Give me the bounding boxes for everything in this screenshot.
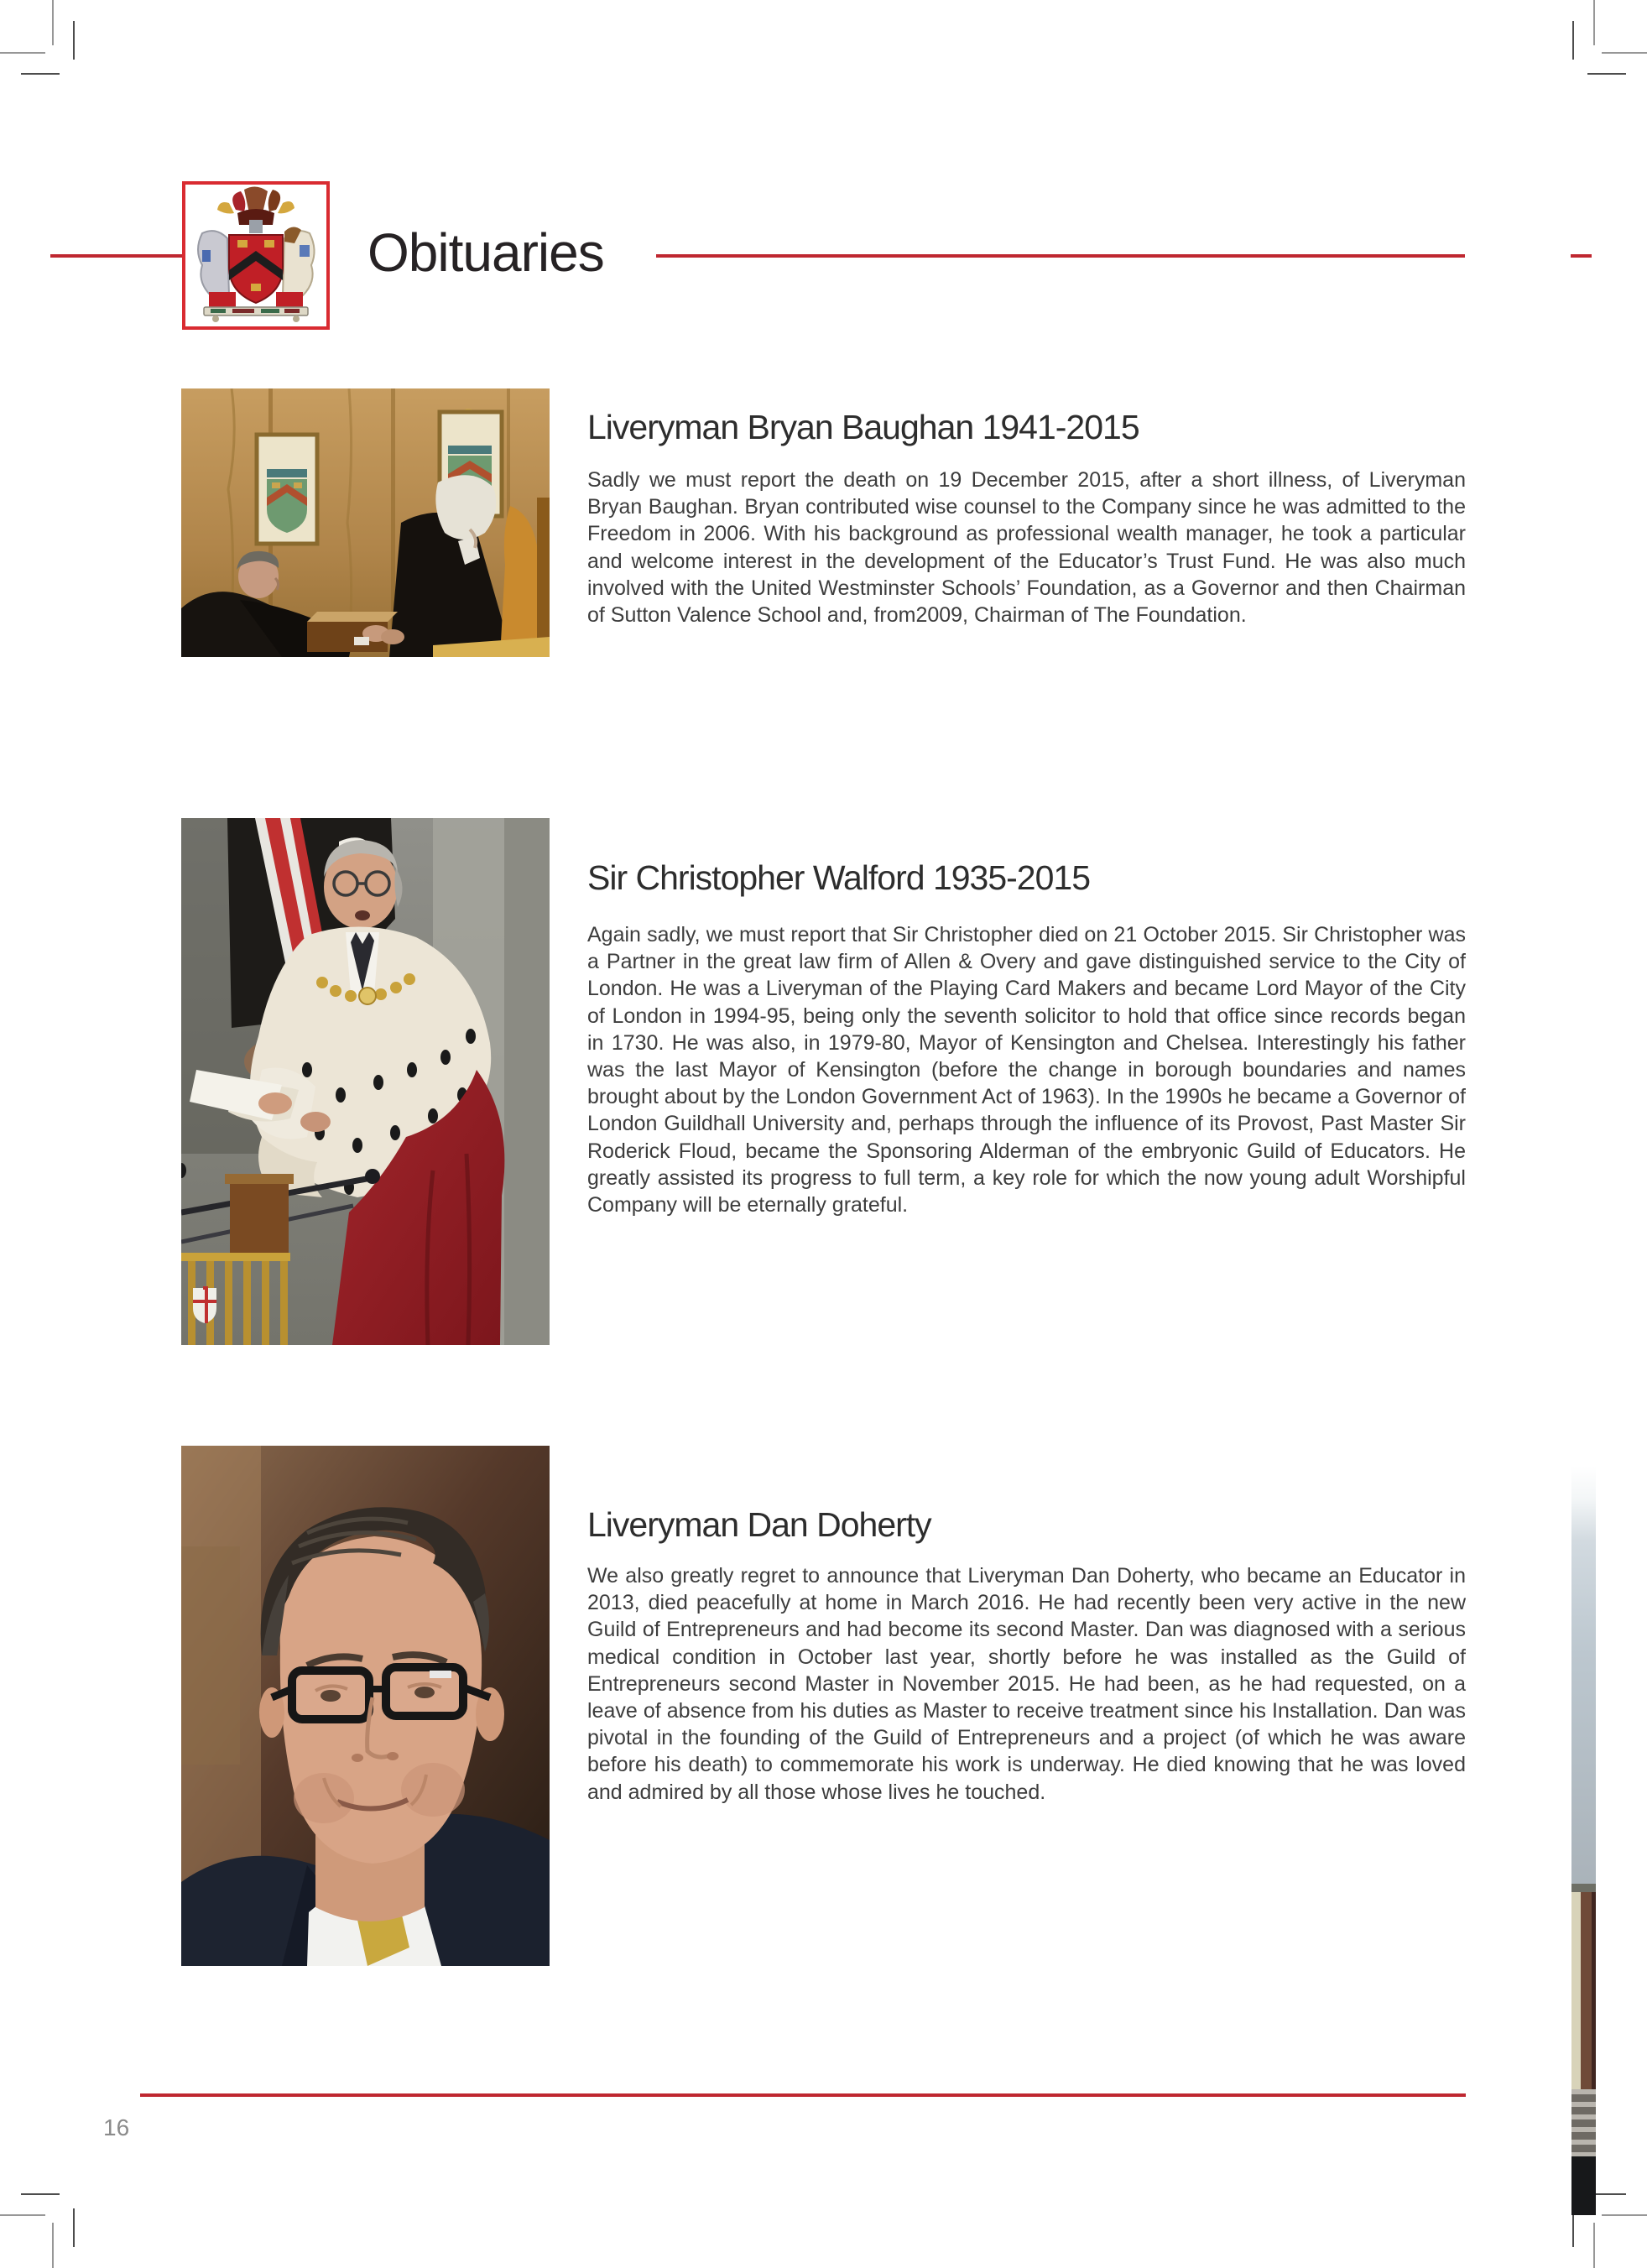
page-number: 16 [103, 2114, 130, 2140]
obituary-body: Again sadly, we must report that Sir Christopher died on 21 October 2015. Sir Christopher was a Partner in the great law firm of Allen & Overy and gave distinguished service to the City of London. He was a Liveryman of the Playing Card Makers and became Lord Mayor of the City of London in 1994-95, being only the seventh solicitor to hold that office since records began in 1730. He was also, in 1979-80, Mayor of Kensington and Chelsea. Interestingly his father was the last Mayor of Kensington (before the change in borough boundaries and names brought about by the London Government Act of 1963). In the 1990s he became a Governor of London Guildhall University and, perhaps through the influence of its Provost, Past Master Sir Roderick Floud, became the Sponsoring Alderman of the embryonic Guild of Educators. He greatly assisted its progress to full term, a key role for which the now young adult Worshipful Company will be eternally grateful. [587, 923, 1466, 1217]
obituary-body: We also greatly regret to announce that Liveryman Dan Doherty, who became an Educator in 2013, died peacefully at home in March 2016. He had recently been very active in the new Guild of Entrepreneurs and had become its second Master. Dan was diagnosed with a serious medical condition in October last year, shortly before he was installed as the Guild of Entrepreneurs second Master in November 2015. He had been, as he had requested, on a leave of absence from his duties as Master to receive treatment since his Installation. Dan was pivotal in the founding of the Guild of Entrepreneurs and a project (of which he was aware before his death) to commemorate his work is underway. He died knowing that he was loved and admired by all those whose lives he touched. [587, 1564, 1466, 1804]
header-rule-left [50, 254, 182, 258]
company-crest-icon [185, 185, 326, 326]
obituary-body: Sadly we must report the death on 19 December 2015, after a short illness, of Liveryman Bryan Baughan. Bryan contributed wise counsel to the Company since he was admitted to the Freedom in 2006. With his background as professional wealth manager, he took a particular and welcome interest in the development of the Educator’s Trust Fund. He was also much involved with the United Westminster Schools’ Foundation, as a Governor and then Chairman of Sutton Valence School and, from2009, Chairman of The Foundation. [587, 468, 1466, 628]
edge-strip-road [1571, 2156, 1596, 2215]
obituary-photo-lord-mayor [181, 818, 550, 1345]
edge-strip-buildings [1571, 1892, 1596, 2089]
edge-strip-crosswalk [1571, 2089, 1596, 2156]
header-rule-right [656, 254, 1465, 258]
obituary-heading: Liveryman Dan Doherty [587, 1505, 931, 1544]
page-title: Obituaries [367, 222, 604, 283]
footer-rule [140, 2093, 1466, 2097]
edge-strip-sky [1571, 1466, 1596, 1884]
obituary-heading: Liveryman Bryan Baughan 1941-2015 [587, 408, 1139, 446]
obituary-heading: Sir Christopher Walford 1935-2015 [587, 858, 1091, 897]
company-crest-box [182, 181, 330, 330]
obituary-photo-portrait [181, 1446, 550, 1966]
edge-photo-strip [1571, 1466, 1596, 2215]
obituary-photo-handshake [181, 388, 550, 657]
edge-strip-roofline [1571, 1884, 1596, 1892]
header-rule-edge-dash [1571, 254, 1592, 258]
